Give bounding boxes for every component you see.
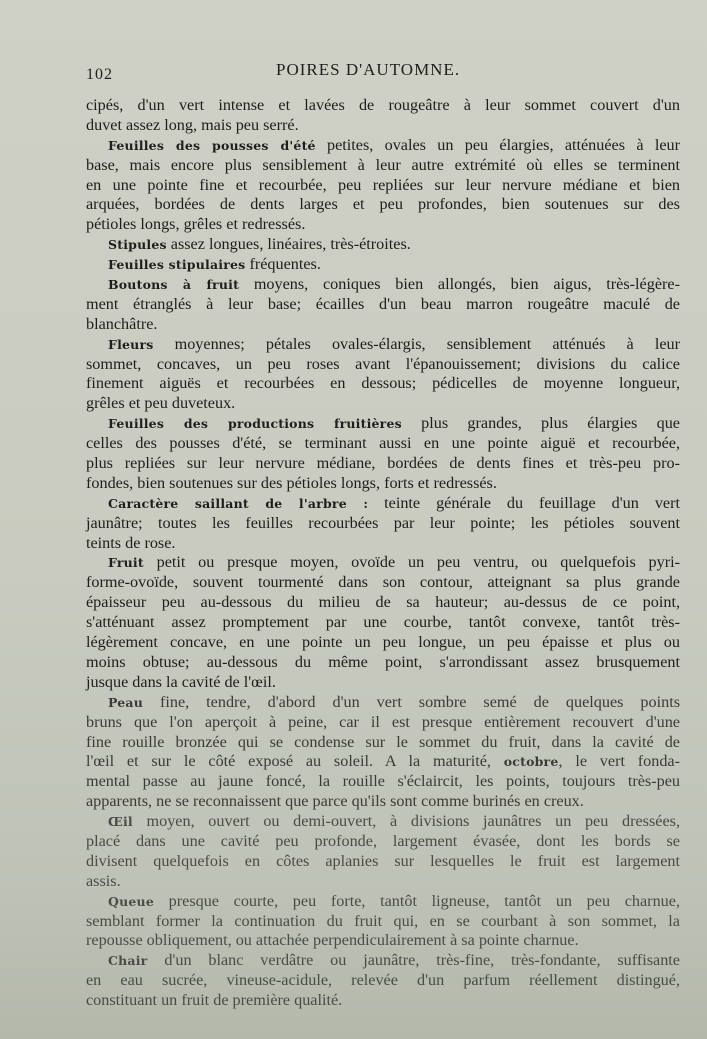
- text-line: [86, 633, 680, 653]
- paragraph-lead-term: Peau: [108, 694, 144, 710]
- paragraph: [86, 553, 680, 692]
- text-segment: moyennes; pétales ovales-élargis, sensiblement atténués à leur: [153, 334, 680, 353]
- text-segment: en une pointe fine et recourbée, peu repliées sur leur nervure médiane et bien: [86, 175, 680, 194]
- text-segment: en eau sucrée, vineuse-acidule, relevée d'un parfum réellement distingué,: [86, 971, 680, 990]
- text-line: [86, 593, 680, 613]
- text-segment: sommet, concaves, un peu roses avant l'épanouissement; divisions du calice: [86, 354, 680, 373]
- text-segment: assez longues, linéaires, très-étroites.: [166, 235, 411, 254]
- text-line: [86, 912, 680, 932]
- text-segment: l'œil et sur le côté exposé au soleil. A la maturité,: [86, 752, 504, 771]
- text-segment: cipés, d'un vert intense et lavées de rougeâtre à leur sommet couvert d'un: [86, 96, 680, 114]
- text-segment: fréquentes.: [245, 255, 321, 274]
- text-line: [86, 673, 680, 693]
- text-line: [86, 812, 680, 832]
- emphasis-text: octobre: [503, 754, 559, 770]
- text-line: [86, 991, 680, 1011]
- text-segment: teints de rose.: [86, 533, 176, 552]
- page-body: [86, 96, 680, 1011]
- text-line: [86, 872, 680, 892]
- text-segment: teinte générale du feuillage d'un vert: [368, 493, 680, 512]
- paragraph-lead-term: Feuilles des pousses d'été: [108, 137, 316, 153]
- text-line: [86, 653, 680, 673]
- text-segment: jaunâtre; toutes les feuilles recourbées par leur pointe; les pétioles souvent: [86, 513, 680, 532]
- paragraph: [86, 255, 680, 275]
- paragraph-lead-term: Feuilles des productions fruitières: [108, 416, 402, 432]
- text-line: [86, 534, 680, 554]
- text-line: [86, 255, 680, 275]
- paragraph: [86, 951, 680, 1011]
- text-line: [86, 195, 680, 215]
- text-line: [86, 275, 680, 295]
- paragraph-lead-term: Boutons à fruit: [108, 277, 240, 293]
- paragraph-lead-term: Queue: [108, 893, 154, 909]
- text-segment: , le vert fonda-: [558, 752, 680, 771]
- text-segment: s'atténuant assez promptement par une courbe, tantôt convexe, tantôt très-: [86, 613, 680, 632]
- text-line: [86, 931, 680, 951]
- text-segment: d'un blanc verdâtre ou jaunâtre, très-fine, très-fondante, suffisante: [147, 951, 680, 970]
- page-number: 102: [86, 66, 113, 83]
- page-header: [86, 60, 680, 86]
- text-segment: base, mais encore plus sensiblement à leur autre extrémité où elles se terminent: [86, 155, 680, 174]
- text-segment: grêles et peu duveteux.: [86, 394, 236, 413]
- text-line: [86, 733, 680, 753]
- paragraph-lead-term: Fleurs: [108, 336, 154, 352]
- paragraph: [86, 414, 680, 494]
- text-line: [86, 414, 680, 434]
- text-segment: duvet assez long, mais peu serré.: [86, 115, 299, 134]
- text-segment: plus grandes, plus élargies que: [401, 414, 680, 433]
- text-line: [86, 951, 680, 971]
- text-segment: placé dans une cavité peu profonde, largement évasée, dont les bords se: [86, 831, 680, 850]
- text-line: [86, 613, 680, 633]
- running-title: POIRES D'AUTOMNE.: [276, 60, 461, 79]
- text-line: [86, 315, 680, 335]
- text-line: [86, 136, 680, 156]
- text-line: [86, 693, 680, 713]
- paragraph-lead-term: Feuilles stipulaires: [108, 257, 246, 273]
- text-segment: pétioles longs, grêles et redressés.: [86, 215, 306, 234]
- text-line: [86, 514, 680, 534]
- text-line: [86, 494, 680, 514]
- paragraph: [86, 136, 680, 235]
- paragraph: [86, 96, 680, 136]
- text-segment: celles des pousses d'été, se terminant aussi en une pointe aiguë et recourbée,: [86, 434, 680, 453]
- text-line: [86, 474, 680, 494]
- book-page: [86, 60, 680, 1011]
- paragraph: [86, 275, 680, 335]
- text-line: [86, 832, 680, 852]
- text-line: [86, 573, 680, 593]
- text-line: [86, 752, 680, 772]
- text-segment: moins obtuse; au-dessous du même point, s'arrondissant assez brusquement: [86, 652, 680, 671]
- text-line: [86, 156, 680, 176]
- text-segment: plus repliées sur leur nervure médiane, bordées de dents fines et très-peu pro-: [86, 454, 680, 473]
- paragraph-lead-term: Fruit: [108, 555, 144, 571]
- text-line: [86, 215, 680, 235]
- text-line: [86, 792, 680, 812]
- text-segment: jusque dans la cavité de l'œil.: [86, 672, 276, 691]
- text-line: [86, 374, 680, 394]
- text-line: [86, 852, 680, 872]
- text-segment: presque courte, peu forte, tantôt ligneuse, tantôt un peu charnue,: [153, 891, 680, 910]
- text-line: [86, 235, 680, 255]
- text-segment: semblant former la continuation du fruit qui, en se courbant à son sommet, la: [86, 911, 680, 930]
- paragraph: [86, 235, 680, 255]
- text-line: [86, 335, 680, 355]
- text-segment: arquées, bordées de dents larges et peu profondes, bien soutenues sur des: [86, 195, 680, 214]
- text-segment: fine, tendre, d'abord d'un vert sombre semé de quelques points: [143, 692, 680, 711]
- paragraph-lead-term: Chair: [108, 953, 148, 969]
- paragraph: [86, 812, 680, 892]
- paragraph: [86, 335, 680, 415]
- text-segment: moyens, coniques bien allongés, bien aigus, très-légère-: [239, 275, 680, 294]
- text-segment: légèrement concave, en une pointe un peu longue, un peu épaisse et plus ou: [86, 633, 680, 652]
- text-line: [86, 454, 680, 474]
- text-line: [86, 96, 680, 116]
- text-segment: forme-ovoïde, souvent tourmenté dans son contour, atteignant sa plus grande: [86, 573, 680, 592]
- paragraph-lead-term: Œil: [108, 814, 133, 830]
- text-segment: petites, ovales un peu élargies, atténuées à leur: [315, 135, 680, 154]
- text-line: [86, 116, 680, 136]
- text-segment: moyen, ouvert ou demi-ouvert, à divisions jaunâtres un peu dressées,: [132, 812, 680, 831]
- text-line: [86, 772, 680, 792]
- text-segment: bruns que l'on aperçoit à peine, car il est presque entièrement recouvert d'une: [86, 712, 680, 731]
- paragraph: [86, 892, 680, 952]
- text-segment: assis.: [86, 871, 121, 890]
- paragraph-lead-term: Caractère saillant de l'arbre :: [108, 495, 369, 511]
- paragraph-lead-term: Stipules: [108, 237, 167, 253]
- text-segment: ment étranglés à leur base; écailles d'un beau marron rougeâtre maculé de: [86, 294, 680, 313]
- text-segment: finement aiguës et recourbées en dessous; pédicelles de moyenne longueur,: [86, 374, 680, 393]
- text-segment: constituant un fruit de première qualité.: [86, 991, 343, 1010]
- text-segment: mental passe au jaune foncé, la rouille s'éclaircit, les points, toujours très-peu: [86, 772, 680, 791]
- paragraph: [86, 693, 680, 812]
- text-segment: fine rouille bronzée qui se condense sur le sommet du fruit, dans la cavité de: [86, 732, 680, 751]
- text-segment: divisent quelquefois en côtes aplanies sur lesquelles le fruit est largement: [86, 851, 680, 870]
- text-segment: épaisseur peu au-dessous du milieu de sa hauteur; au-dessus de ce point,: [86, 593, 680, 612]
- paragraph: [86, 494, 680, 554]
- text-line: [86, 892, 680, 912]
- text-line: [86, 971, 680, 991]
- text-line: [86, 355, 680, 375]
- text-segment: repousse obliquement, ou attachée perpendiculairement à sa pointe charnue.: [86, 931, 579, 950]
- text-segment: apparents, ne se reconnaissent que parce qu'ils sont comme burinés en creux.: [86, 792, 584, 811]
- text-line: [86, 176, 680, 196]
- text-line: [86, 713, 680, 733]
- text-segment: blanchâtre.: [86, 314, 158, 333]
- text-line: [86, 394, 680, 414]
- text-line: [86, 434, 680, 454]
- text-segment: petit ou presque moyen, ovoïde un peu ventru, ou quelquefois pyri-: [143, 553, 680, 572]
- text-line: [86, 295, 680, 315]
- text-segment: fondes, bien soutenues sur des pétioles longs, forts et redressés.: [86, 473, 497, 492]
- text-line: [86, 553, 680, 573]
